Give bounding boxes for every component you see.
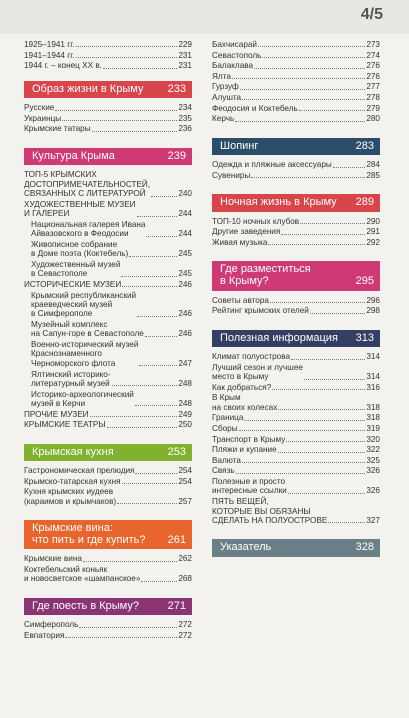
toc-entry-title: Пляжи и купание: [212, 445, 277, 455]
toc-entry-title: Сборы: [212, 424, 238, 434]
toc-entry[interactable]: [212, 238, 380, 247]
toc-entry[interactable]: [212, 352, 380, 361]
toc-entry[interactable]: [24, 114, 192, 123]
toc-entry-title: Евпатория: [24, 630, 65, 640]
toc-entry-title: ПЯТЬ ВЕЩЕЙ, КОТОРЫЕ ВЫ ОБЯЗАНЫ СДЕЛАТЬ НА ПОЛУОСТРОВЕ: [212, 497, 328, 525]
toc-entry[interactable]: [24, 370, 192, 389]
dot-leader: [240, 89, 366, 90]
dot-leader: [270, 302, 365, 303]
toc-entry[interactable]: [24, 124, 192, 133]
section-title: Шопинг: [220, 139, 259, 152]
toc-entry[interactable]: [24, 420, 192, 429]
toc-entry-page: 245: [178, 269, 192, 279]
toc-entry[interactable]: [24, 240, 192, 259]
dot-leader: [333, 167, 366, 168]
section-title: Полезная информация: [220, 331, 338, 344]
toc-entry-page: 257: [178, 496, 192, 506]
toc-entry-page: 272: [178, 620, 192, 630]
toc-entry[interactable]: [212, 413, 380, 422]
dot-leader: [328, 522, 365, 523]
section-title: Где разместиться в Крыму?: [220, 263, 311, 287]
toc-entry[interactable]: [24, 390, 192, 409]
toc-entry-title: Кухня крымских иудеев (караимов и крымчаков): [24, 487, 117, 506]
section-title: Образ жизни в Крыму: [32, 82, 144, 95]
toc-entry-page: 248: [178, 398, 192, 408]
toc-entry[interactable]: [24, 170, 192, 198]
dot-leader: [300, 223, 365, 224]
toc-entry-title: В Крым на своих колесах: [212, 393, 278, 412]
toc-entry[interactable]: [24, 631, 192, 640]
section-header[interactable]: [24, 598, 192, 616]
dot-leader: [286, 441, 365, 442]
toc-entry[interactable]: [212, 171, 380, 180]
toc-entry-page: 254: [178, 476, 192, 486]
section-title: Ночная жизнь в Крыму: [220, 196, 337, 209]
toc-entry[interactable]: [24, 487, 192, 506]
dot-leader: [137, 316, 177, 317]
toc-entry-title: Историко-археологический музей в Керчи: [31, 389, 134, 408]
toc-entry-title: ИСТОРИЧЕСКИЕ МУЗЕИ: [24, 279, 122, 289]
section-header[interactable]: [212, 539, 380, 557]
section-page: 313: [355, 331, 374, 344]
toc-entry[interactable]: [24, 466, 192, 475]
dot-leader: [92, 131, 178, 132]
toc-entry[interactable]: [212, 93, 380, 102]
toc-entry-page: 325: [366, 455, 380, 465]
section-header[interactable]: [212, 330, 380, 348]
dot-leader: [239, 430, 366, 431]
section-page: 283: [355, 139, 374, 152]
toc-entry[interactable]: [212, 456, 380, 465]
toc-entry-page: 244: [178, 209, 192, 219]
toc-left-column: [24, 40, 192, 642]
toc-entry[interactable]: [24, 554, 192, 563]
toc-entry-page: 320: [366, 434, 380, 444]
toc-entry-page: 280: [366, 114, 380, 124]
toc-entry-title: 1944 г. – конец ХХ в.: [24, 61, 102, 71]
toc-entry-page: 292: [366, 238, 380, 248]
toc-entry[interactable]: [24, 280, 192, 289]
toc-entry-title: Севастополь: [212, 50, 262, 60]
toc-entry-page: 318: [366, 402, 380, 412]
section-header[interactable]: [24, 81, 192, 99]
toc-entry[interactable]: [24, 410, 192, 419]
dot-leader: [242, 99, 365, 100]
toc-entry-page: 327: [366, 515, 380, 525]
toc-entry[interactable]: [212, 72, 380, 81]
dot-leader: [79, 627, 177, 628]
dot-leader: [291, 359, 365, 360]
toc-entry-page: 246: [178, 309, 192, 319]
dot-leader: [76, 57, 178, 58]
toc-entry-page: 314: [366, 372, 380, 382]
toc-right-column: [212, 40, 380, 562]
section-page: 239: [167, 149, 186, 162]
section-header[interactable]: [212, 138, 380, 156]
toc-entry-title: Крымские татары: [24, 124, 91, 134]
dot-leader: [299, 110, 366, 111]
dot-leader: [83, 561, 177, 562]
toc-entry-page: 254: [178, 466, 192, 476]
toc-entry-title: Русские: [24, 103, 55, 113]
dot-leader: [278, 409, 365, 410]
toc-entry-title: Полезные и просто интересные ссылки: [212, 477, 287, 496]
toc-entry-title: Феодосия и Коктебель: [212, 103, 298, 113]
toc-entry[interactable]: [24, 220, 192, 239]
dot-leader: [146, 236, 177, 237]
toc-entry-title: Ялта: [212, 71, 231, 81]
toc-entry-page: 272: [178, 630, 192, 640]
dot-leader: [65, 637, 177, 638]
toc-entry-page: 285: [366, 170, 380, 180]
page-header-bar: [0, 0, 409, 34]
toc-entry-title: Бахчисарай: [212, 40, 258, 49]
dot-leader: [278, 452, 366, 453]
toc-entry-title: Как добраться?: [212, 382, 272, 392]
toc-entry[interactable]: [24, 260, 192, 279]
toc-entry[interactable]: [212, 61, 380, 70]
dot-leader: [281, 234, 365, 235]
dot-leader: [129, 256, 177, 257]
dot-leader: [107, 427, 178, 428]
toc-entry[interactable]: [24, 200, 192, 219]
section-title: Культура Крыма: [32, 149, 115, 162]
toc-entry-page: 244: [178, 229, 192, 239]
toc-entry-page: 290: [366, 216, 380, 226]
section-page: 233: [167, 82, 186, 95]
dot-leader: [90, 416, 178, 417]
toc-entry-page: 246: [178, 279, 192, 289]
toc-entry-page: 236: [178, 124, 192, 134]
toc-entry-page: 248: [178, 378, 192, 388]
toc-entry-title: Ялтинский историко- литературный музей: [31, 369, 111, 388]
dot-leader: [145, 336, 178, 337]
dot-leader: [232, 78, 365, 79]
dot-leader: [121, 276, 177, 277]
toc-entry-page: 273: [366, 40, 380, 49]
toc-entry-title: Связь: [212, 466, 235, 476]
toc-entry-title: Крымский республиканский краеведческий музей в Симферополе: [31, 290, 137, 319]
toc-entry[interactable]: [212, 40, 380, 49]
toc-entry[interactable]: [24, 320, 192, 339]
toc-entry-title: Алушта: [212, 93, 242, 103]
dot-leader: [254, 68, 365, 69]
toc-entry[interactable]: [212, 104, 380, 113]
toc-entry[interactable]: [212, 160, 380, 169]
toc-entry-title: ХУДОЖЕСТВЕННЫЕ МУЗЕИ И ГАЛЕРЕИ: [24, 199, 136, 219]
toc-entry-page: 245: [178, 249, 192, 259]
toc-entry-title: Художественный музей в Севастополе: [31, 259, 121, 279]
toc-entry-page: 322: [366, 445, 380, 455]
dot-leader: [272, 389, 365, 390]
toc-entry-page: 274: [366, 50, 380, 60]
section-page: 295: [355, 275, 374, 287]
section-title: Указатель: [220, 541, 272, 554]
toc-entry-title: ТОП-5 КРЫМСКИХ ДОСТОПРИМЕЧАТЕЛЬНОСТЕЙ, СВЯЗАННЫХ С ЛИТЕРАТУРОЙ: [24, 170, 151, 199]
toc-entry[interactable]: [212, 51, 380, 60]
toc-entry-title: Гастрономическая прелюдия: [24, 466, 135, 476]
toc-entry[interactable]: [212, 466, 380, 475]
toc-entry[interactable]: [24, 51, 192, 60]
dot-leader: [103, 68, 177, 69]
toc-entry[interactable]: [212, 363, 380, 382]
toc-entry-title: ТОП-10 ночных клубов: [212, 216, 300, 226]
section-header[interactable]: [212, 261, 380, 290]
toc-entry-page: 291: [366, 227, 380, 237]
section-title: Крымские вина: что пить и где купить?: [32, 522, 146, 546]
toc-entry[interactable]: [24, 620, 192, 629]
toc-entry-page: 231: [178, 50, 192, 60]
dot-leader: [304, 379, 365, 380]
dot-leader: [117, 503, 177, 504]
toc-entry-title: Симферополь: [24, 620, 79, 630]
toc-entry-title: Советы автора: [212, 295, 269, 305]
toc-entry[interactable]: [212, 114, 380, 123]
toc-entry-title: Украинцы: [24, 113, 62, 123]
toc-entry-title: Другие заведения: [212, 227, 281, 237]
toc-entry-title: Военно-исторический музей Краснознаменного Черноморского флота: [31, 340, 139, 368]
dot-leader: [122, 286, 177, 287]
toc-entry[interactable]: [212, 393, 380, 412]
section-header[interactable]: [24, 444, 192, 462]
toc-entry-page: 298: [366, 306, 380, 316]
dot-leader: [76, 46, 178, 47]
toc-entry[interactable]: [212, 82, 380, 91]
section-page: 328: [355, 541, 374, 554]
section-header[interactable]: [212, 194, 380, 212]
toc-entry[interactable]: [212, 435, 380, 444]
toc-entry-page: 319: [366, 424, 380, 434]
toc-entry-page: 326: [366, 486, 380, 496]
dot-leader: [135, 405, 177, 406]
toc-entry-page: 318: [366, 413, 380, 423]
toc-entry[interactable]: [212, 477, 380, 496]
toc-entry[interactable]: [212, 445, 380, 454]
toc-entry[interactable]: [212, 306, 380, 315]
dot-leader: [310, 313, 366, 314]
dot-leader: [112, 385, 178, 386]
dot-leader: [235, 121, 365, 122]
toc-entry-title: Рейтинг крымских отелей: [212, 306, 309, 316]
toc-entry[interactable]: [24, 340, 192, 368]
toc-entry[interactable]: [212, 296, 380, 305]
toc-entry-title: Одежда и пляжные аксессуары: [212, 160, 332, 170]
toc-entry-title: Балаклава: [212, 61, 254, 71]
section-title: Крымская кухня: [32, 445, 114, 458]
toc-entry[interactable]: [24, 103, 192, 112]
toc-entry-page: 231: [178, 61, 192, 71]
dot-leader: [251, 177, 365, 178]
toc-entry-title: 1925–1941 гг.: [24, 40, 75, 49]
toc-entry-page: 250: [178, 420, 192, 430]
dot-leader: [268, 244, 365, 245]
toc-entry-page: 229: [178, 40, 192, 49]
toc-entry[interactable]: [212, 227, 380, 236]
toc-entry-title: Коктебельский коньяк и новосветское «шампанское»: [24, 564, 141, 584]
dot-leader: [244, 420, 365, 421]
dot-leader: [151, 196, 177, 197]
toc-entry-title: Крымские вина: [24, 554, 82, 564]
toc-entry[interactable]: [24, 565, 192, 584]
toc-entry[interactable]: [212, 424, 380, 433]
dot-leader: [137, 216, 178, 217]
dot-leader: [288, 493, 366, 494]
toc-entry-title: Валюта: [212, 455, 241, 465]
toc-entry-page: 235: [178, 113, 192, 123]
toc-entry-page: 316: [366, 382, 380, 392]
dot-leader: [62, 120, 177, 121]
section-header[interactable]: [24, 148, 192, 166]
section-title: Где поесть в Крыму?: [32, 599, 139, 612]
toc-entry-page: 277: [366, 82, 380, 92]
toc-entry[interactable]: [212, 497, 380, 525]
toc-entry-title: Граница: [212, 413, 244, 423]
toc-entry-title: Керчь: [212, 114, 235, 124]
dot-leader: [141, 581, 177, 582]
dot-leader: [55, 110, 177, 111]
toc-entry-title: Живописное собрание в Доме поэта (Коктебель): [31, 239, 129, 259]
dot-leader: [236, 473, 366, 474]
toc-entry-title: Музейный комплекс на Сапун-горе в Севастополе: [31, 320, 144, 339]
section-page: 261: [167, 533, 186, 546]
toc-entry-title: ПРОЧИЕ МУЗЕИ: [24, 409, 89, 419]
dot-leader: [242, 462, 365, 463]
toc-entry[interactable]: [24, 477, 192, 486]
toc-entry-page: 276: [366, 61, 380, 71]
dot-leader: [122, 483, 178, 484]
toc-entry-title: Крымско-татарская кухня: [24, 476, 121, 486]
toc-entry-title: 1941–1944 гг.: [24, 50, 75, 60]
toc-entry-title: Климат полуострова: [212, 352, 291, 362]
toc-entry-title: Гурзуф: [212, 82, 239, 92]
toc-entry-page: 268: [178, 574, 192, 584]
section-page: 253: [167, 445, 186, 458]
toc-entry[interactable]: [212, 217, 380, 226]
toc-entry-page: 246: [178, 329, 192, 339]
toc-entry-page: 284: [366, 160, 380, 170]
toc-entry-page: 326: [366, 466, 380, 476]
dot-leader: [258, 46, 365, 47]
dot-leader: [135, 473, 177, 474]
toc-entry[interactable]: [24, 40, 192, 49]
toc-entry-title: КРЫМСКИЕ ТЕАТРЫ: [24, 420, 106, 430]
toc-entry-page: 240: [178, 189, 192, 199]
toc-entry[interactable]: [212, 383, 380, 392]
toc-entry-page: 262: [178, 554, 192, 564]
dot-leader: [139, 365, 177, 366]
section-page: 289: [355, 196, 374, 209]
toc-entry-title: Национальная галерея Ивана Айвазовского в Феодосии: [31, 219, 146, 239]
toc-entry-title: Транспорт в Крыму: [212, 434, 286, 444]
toc-entry-page: 247: [178, 358, 192, 368]
toc-entry-page: 249: [178, 409, 192, 419]
page-number: 4/5: [360, 6, 383, 23]
toc-entry-page: 314: [366, 352, 380, 362]
toc-entry-page: 276: [366, 71, 380, 81]
toc-entry[interactable]: [24, 291, 192, 319]
dot-leader: [262, 57, 365, 58]
section-header[interactable]: [24, 520, 192, 549]
toc-entry[interactable]: [24, 61, 192, 70]
toc-entry-page: 278: [366, 93, 380, 103]
toc-entry-title: Лучший сезон и лучшее место в Крыму: [212, 362, 303, 382]
toc-entry-page: 296: [366, 295, 380, 305]
toc-entry-title: Живая музыка: [212, 238, 268, 248]
toc-entry-title: Сувениры: [212, 170, 251, 180]
toc-entry-page: 279: [366, 103, 380, 113]
toc-entry-page: 234: [178, 103, 192, 113]
section-page: 271: [167, 599, 186, 612]
